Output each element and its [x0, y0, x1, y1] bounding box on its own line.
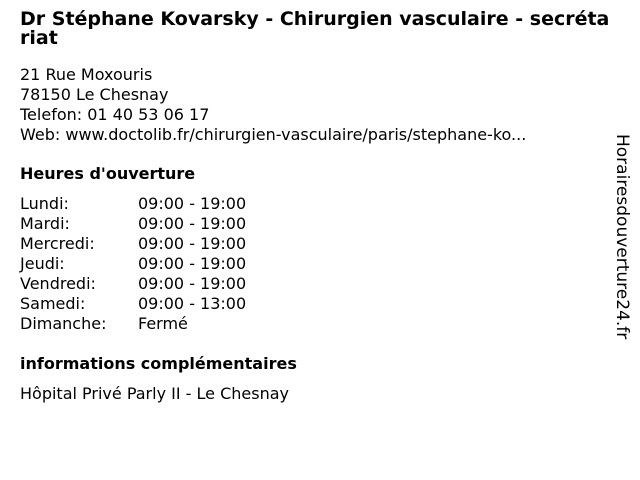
street-address: 21 Rue Moxouris — [20, 65, 153, 84]
time-value: 09:00 - 19:00 — [138, 254, 247, 273]
extra-info-heading: informations complémentaires — [20, 354, 297, 373]
day-label: Vendredi: — [20, 274, 96, 293]
hours-row — [20, 194, 246, 214]
contact-block — [20, 65, 600, 145]
time-value: 09:00 - 19:00 — [138, 274, 247, 293]
day-label: Samedi: — [20, 294, 86, 313]
hours-heading: Heures d'ouverture — [20, 164, 196, 183]
time-value: 09:00 - 19:00 — [138, 194, 247, 213]
hours-row — [20, 234, 246, 254]
hours-row — [20, 214, 246, 234]
day-label: Mercredi: — [20, 234, 95, 253]
hours-row — [20, 294, 246, 314]
hours-row — [20, 314, 246, 334]
phone-number[interactable]: Telefon: 01 40 53 06 17 — [20, 105, 210, 124]
hours-table — [20, 194, 246, 334]
city-address: 78150 Le Chesnay — [20, 85, 169, 104]
day-label: Lundi: — [20, 194, 69, 213]
time-value: 09:00 - 19:00 — [138, 234, 247, 253]
day-label: Mardi: — [20, 214, 70, 233]
hours-row — [20, 274, 246, 294]
time-value: Fermé — [138, 314, 188, 333]
day-label: Jeudi: — [20, 254, 65, 273]
page-title: Dr Stéphane Kovarsky - Chirurgien vasculaire - secrétariat — [20, 8, 610, 49]
time-value: 09:00 - 13:00 — [138, 294, 247, 313]
time-value: 09:00 - 19:00 — [138, 214, 247, 233]
site-watermark: Horairesdouverture24.fr — [612, 134, 632, 340]
day-label: Dimanche: — [20, 314, 107, 333]
hours-row — [20, 254, 246, 274]
extra-info-text: Hôpital Privé Parly II - Le Chesnay — [20, 384, 289, 403]
website-link[interactable]: Web: www.doctolib.fr/chirurgien-vasculaire/paris/stephane-ko... — [20, 125, 527, 144]
